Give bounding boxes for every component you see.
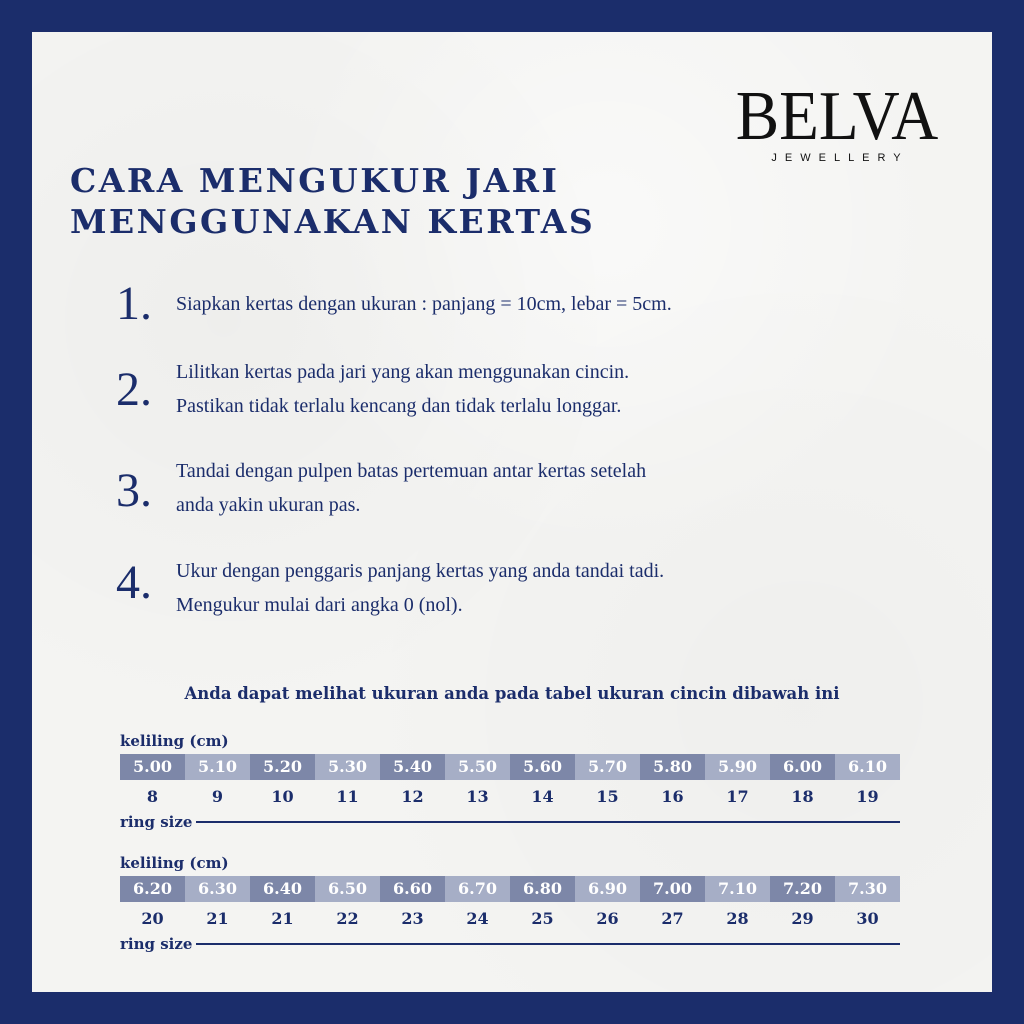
title-line-1: CARA MENGUKUR JARI	[70, 161, 560, 200]
ring-size-value: 21	[206, 909, 229, 928]
title-line-2: MENGGUNAKAN KERTAS	[70, 202, 596, 241]
keliling-cell: 5.20	[250, 754, 315, 780]
keliling-cell: 5.70	[575, 754, 640, 780]
ring-size-value: 18	[791, 787, 814, 806]
step-text	[176, 454, 876, 522]
ring-size-value: 26	[596, 909, 619, 928]
keliling-cell: 5.10	[185, 754, 250, 780]
keliling-cell: 6.10	[835, 754, 900, 780]
keliling-cell: 7.30	[835, 876, 900, 902]
keliling-cell: 6.00	[770, 754, 835, 780]
ring-size-label: ring size	[120, 813, 193, 831]
step-line: anda yakin ukuran pas.	[176, 494, 361, 516]
keliling-cell: 6.40	[250, 876, 315, 902]
ring-size-table-2	[120, 854, 900, 954]
step-text	[176, 554, 876, 622]
step-line: Pastikan tidak terlalu kencang dan tidak terlalu longgar.	[176, 395, 622, 417]
ring-size-table-1	[120, 732, 900, 832]
keliling-cell: 6.30	[185, 876, 250, 902]
divider-line	[196, 943, 900, 945]
ring-size-value: 17	[726, 787, 749, 806]
step-text	[176, 355, 876, 423]
ring-size-value: 11	[336, 787, 359, 806]
ring-size-value: 15	[596, 787, 619, 806]
ring-size-value: 27	[661, 909, 684, 928]
keliling-row	[120, 876, 900, 902]
ring-size-value: 23	[401, 909, 424, 928]
ring-size-value: 19	[856, 787, 879, 806]
brand-logo	[726, 78, 948, 164]
ring-size-value: 12	[401, 787, 424, 806]
ring-size-value: 16	[661, 787, 684, 806]
keliling-cell: 6.50	[315, 876, 380, 902]
ring-size-label: ring size	[120, 935, 193, 953]
keliling-cell: 7.20	[770, 876, 835, 902]
divider-line	[196, 821, 900, 823]
ring-size-value: 25	[531, 909, 554, 928]
keliling-cell: 5.80	[640, 754, 705, 780]
keliling-cell: 6.20	[120, 876, 185, 902]
keliling-row	[120, 754, 900, 780]
keliling-cell: 5.90	[705, 754, 770, 780]
ring-size-value: 21	[271, 909, 294, 928]
step-line: Mengukur mulai dari angka 0 (nol).	[176, 594, 463, 616]
keliling-cell: 6.60	[380, 876, 445, 902]
ring-size-value: 13	[466, 787, 489, 806]
ring-size-value: 20	[141, 909, 164, 928]
instruction-card	[32, 32, 992, 992]
ring-size-value: 14	[531, 787, 554, 806]
keliling-cell: 5.00	[120, 754, 185, 780]
step-line: Lilitkan kertas pada jari yang akan menggunakan cincin.	[176, 361, 630, 383]
keliling-cell: 6.80	[510, 876, 575, 902]
ring-size-value: 29	[791, 909, 814, 928]
ring-size-row	[120, 904, 900, 934]
ring-size-value: 24	[466, 909, 489, 928]
keliling-cell: 7.00	[640, 876, 705, 902]
ring-size-value: 22	[336, 909, 359, 928]
keliling-label: keliling (cm)	[120, 854, 229, 872]
page-title	[70, 160, 595, 242]
keliling-cell: 5.40	[380, 754, 445, 780]
keliling-label: keliling (cm)	[120, 732, 229, 750]
step-line: Ukur dengan penggaris panjang kertas yang anda tandai tadi.	[176, 560, 665, 582]
step-number: 3.	[116, 464, 152, 517]
keliling-cell: 5.60	[510, 754, 575, 780]
ring-size-axis	[120, 934, 900, 954]
ring-size-value: 30	[856, 909, 879, 928]
step-line: Tandai dengan pulpen batas pertemuan antar kertas setelah	[176, 460, 647, 482]
ring-size-value: 10	[271, 787, 294, 806]
step-text	[176, 287, 876, 321]
ring-size-row	[120, 782, 900, 812]
step-number: 4.	[116, 556, 152, 609]
brand-name: BELVA	[735, 78, 939, 155]
size-table-caption: Anda dapat melihat ukuran anda pada tabel ukuran cincin dibawah ini	[184, 684, 840, 703]
keliling-cell: 6.70	[445, 876, 510, 902]
step-line: Siapkan kertas dengan ukuran : panjang = 10cm, lebar = 5cm.	[176, 293, 672, 315]
ring-size-value: 8	[146, 787, 159, 806]
ring-size-axis	[120, 812, 900, 832]
step-number: 1.	[116, 277, 152, 330]
keliling-cell: 6.90	[575, 876, 640, 902]
keliling-cell: 7.10	[705, 876, 770, 902]
ring-size-value: 28	[726, 909, 749, 928]
keliling-cell: 5.50	[445, 754, 510, 780]
brand-tagline: JEWELLERY	[771, 152, 909, 164]
step-number: 2.	[116, 363, 152, 416]
keliling-cell: 5.30	[315, 754, 380, 780]
ring-size-value: 9	[211, 787, 224, 806]
